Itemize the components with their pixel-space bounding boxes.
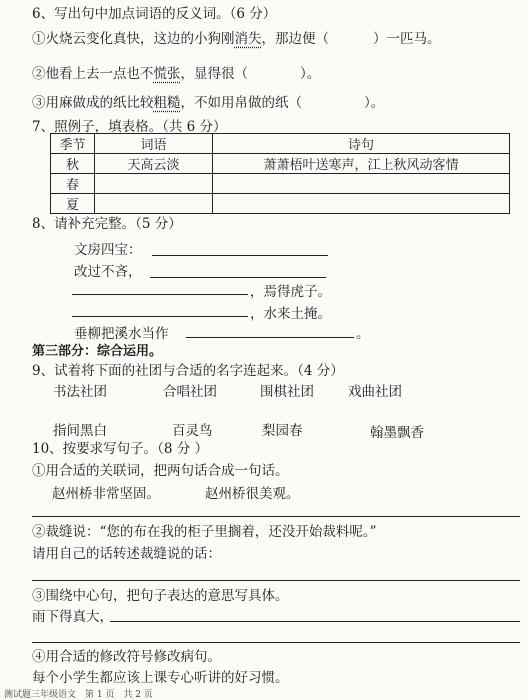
club-item[interactable]: 书法社团 <box>53 384 107 400</box>
q10-title: 10、按要求写句子。（8 分 ） <box>32 441 209 457</box>
header-season: 季节 <box>51 134 95 154</box>
q8-line-2: 改过不吝， <box>74 264 142 280</box>
header-poem: 诗句 <box>213 134 510 154</box>
q9-title: 9、试着将下面的社团与合适的名字连起来。（4 分） <box>32 363 344 379</box>
q10-part1: ①用合适的关联词，把两句话合成一句话。 <box>32 463 289 479</box>
cell-season: 秋 <box>51 154 95 174</box>
club-name-item[interactable]: 梨园春 <box>262 423 303 439</box>
q8-blank-1[interactable] <box>152 255 328 256</box>
cell-words[interactable] <box>95 194 213 214</box>
q10-part2: ②裁缝说：“您的布在我的柜子里搁着，还没开始裁料呢。” <box>32 524 377 540</box>
table-row <box>51 194 510 214</box>
q7-table <box>50 133 510 214</box>
q8-line-4: ，水来土掩。 <box>250 306 331 322</box>
q6-sentence-2: ②他看上去一点也不慌张，显得很（ ）。 <box>32 66 321 82</box>
cell-season: 夏 <box>51 194 95 214</box>
cell-poem[interactable] <box>213 194 510 214</box>
q10-part4-sentence: 每个小学生都应该上课专心听讲的好习惯。 <box>32 670 289 686</box>
cell-poem: 萧萧梧叶送寒声，江上秋风动客情 <box>213 154 510 174</box>
q6-sentence-1: ①火烧云变化真快，这边的小狗刚消失，那边便（ ）一匹马。 <box>32 31 441 47</box>
club-item[interactable]: 围棋社团 <box>260 384 314 400</box>
club-item[interactable]: 戏曲社团 <box>348 384 402 400</box>
table-header-row <box>51 134 510 154</box>
table-row <box>51 174 510 194</box>
q8-blank-5[interactable] <box>186 337 354 338</box>
cell-poem[interactable] <box>213 174 510 194</box>
header-words: 词语 <box>95 134 213 154</box>
cell-words: 天高云淡 <box>95 154 213 174</box>
q6-title: 6、写出句中加点词语的反义词。（6 分） <box>32 6 277 22</box>
club-item[interactable]: 合唱社团 <box>163 384 217 400</box>
q10-part3-answer-line-1[interactable] <box>110 621 520 622</box>
q10-part3-prompt: 雨下得真大， <box>32 609 113 625</box>
q8-blank-3[interactable] <box>72 294 248 295</box>
q10-part4: ④用合适的修改符号修改病句。 <box>32 649 221 665</box>
club-name-item[interactable]: 指间黑白 <box>53 423 107 439</box>
q10-part3: ③围绕中心句，把句子表达的意思写具体。 <box>32 588 289 604</box>
q8-blank-2[interactable] <box>150 277 326 278</box>
cell-season: 春 <box>51 174 95 194</box>
q10-part2-prompt: 请用自己的话转述裁缝说的话： <box>32 546 221 562</box>
q10-part1-sentence-b: 赵州桥很美观。 <box>205 486 300 502</box>
page-footer: 测试题三年级语文 第 1 页 共 2 页 <box>4 690 153 700</box>
q10-part3-answer-line-2[interactable] <box>32 642 520 643</box>
part3-heading: 第三部分：综合运用。 <box>32 344 163 359</box>
q6-sentence-3: ③用麻做成的纸比较粗糙，不如用帛做的纸（ ）。 <box>32 95 385 111</box>
cell-words[interactable] <box>95 174 213 194</box>
q8-blank-4[interactable] <box>72 316 248 317</box>
q10-part1-sentence-a: 赵州桥非常坚固。 <box>52 486 160 502</box>
club-name-item[interactable]: 百灵鸟 <box>172 423 213 439</box>
q8-title: 8、请补充完整。（5 分） <box>32 216 182 232</box>
q10-part1-answer-line[interactable] <box>32 516 520 517</box>
q8-line-3: ，焉得虎子。 <box>250 284 331 300</box>
q10-part2-answer-line[interactable] <box>32 580 520 581</box>
table-row <box>51 154 510 174</box>
q8-line-5: 垂柳把溪水当作 <box>74 326 169 342</box>
q7-title: 7、照例子，填表格。（共 6 分） <box>32 119 227 135</box>
q8-line-5-end: 。 <box>356 326 370 342</box>
club-name-item[interactable]: 翰墨飘香 <box>370 425 424 441</box>
q8-line-1: 文房四宝： <box>74 242 142 258</box>
